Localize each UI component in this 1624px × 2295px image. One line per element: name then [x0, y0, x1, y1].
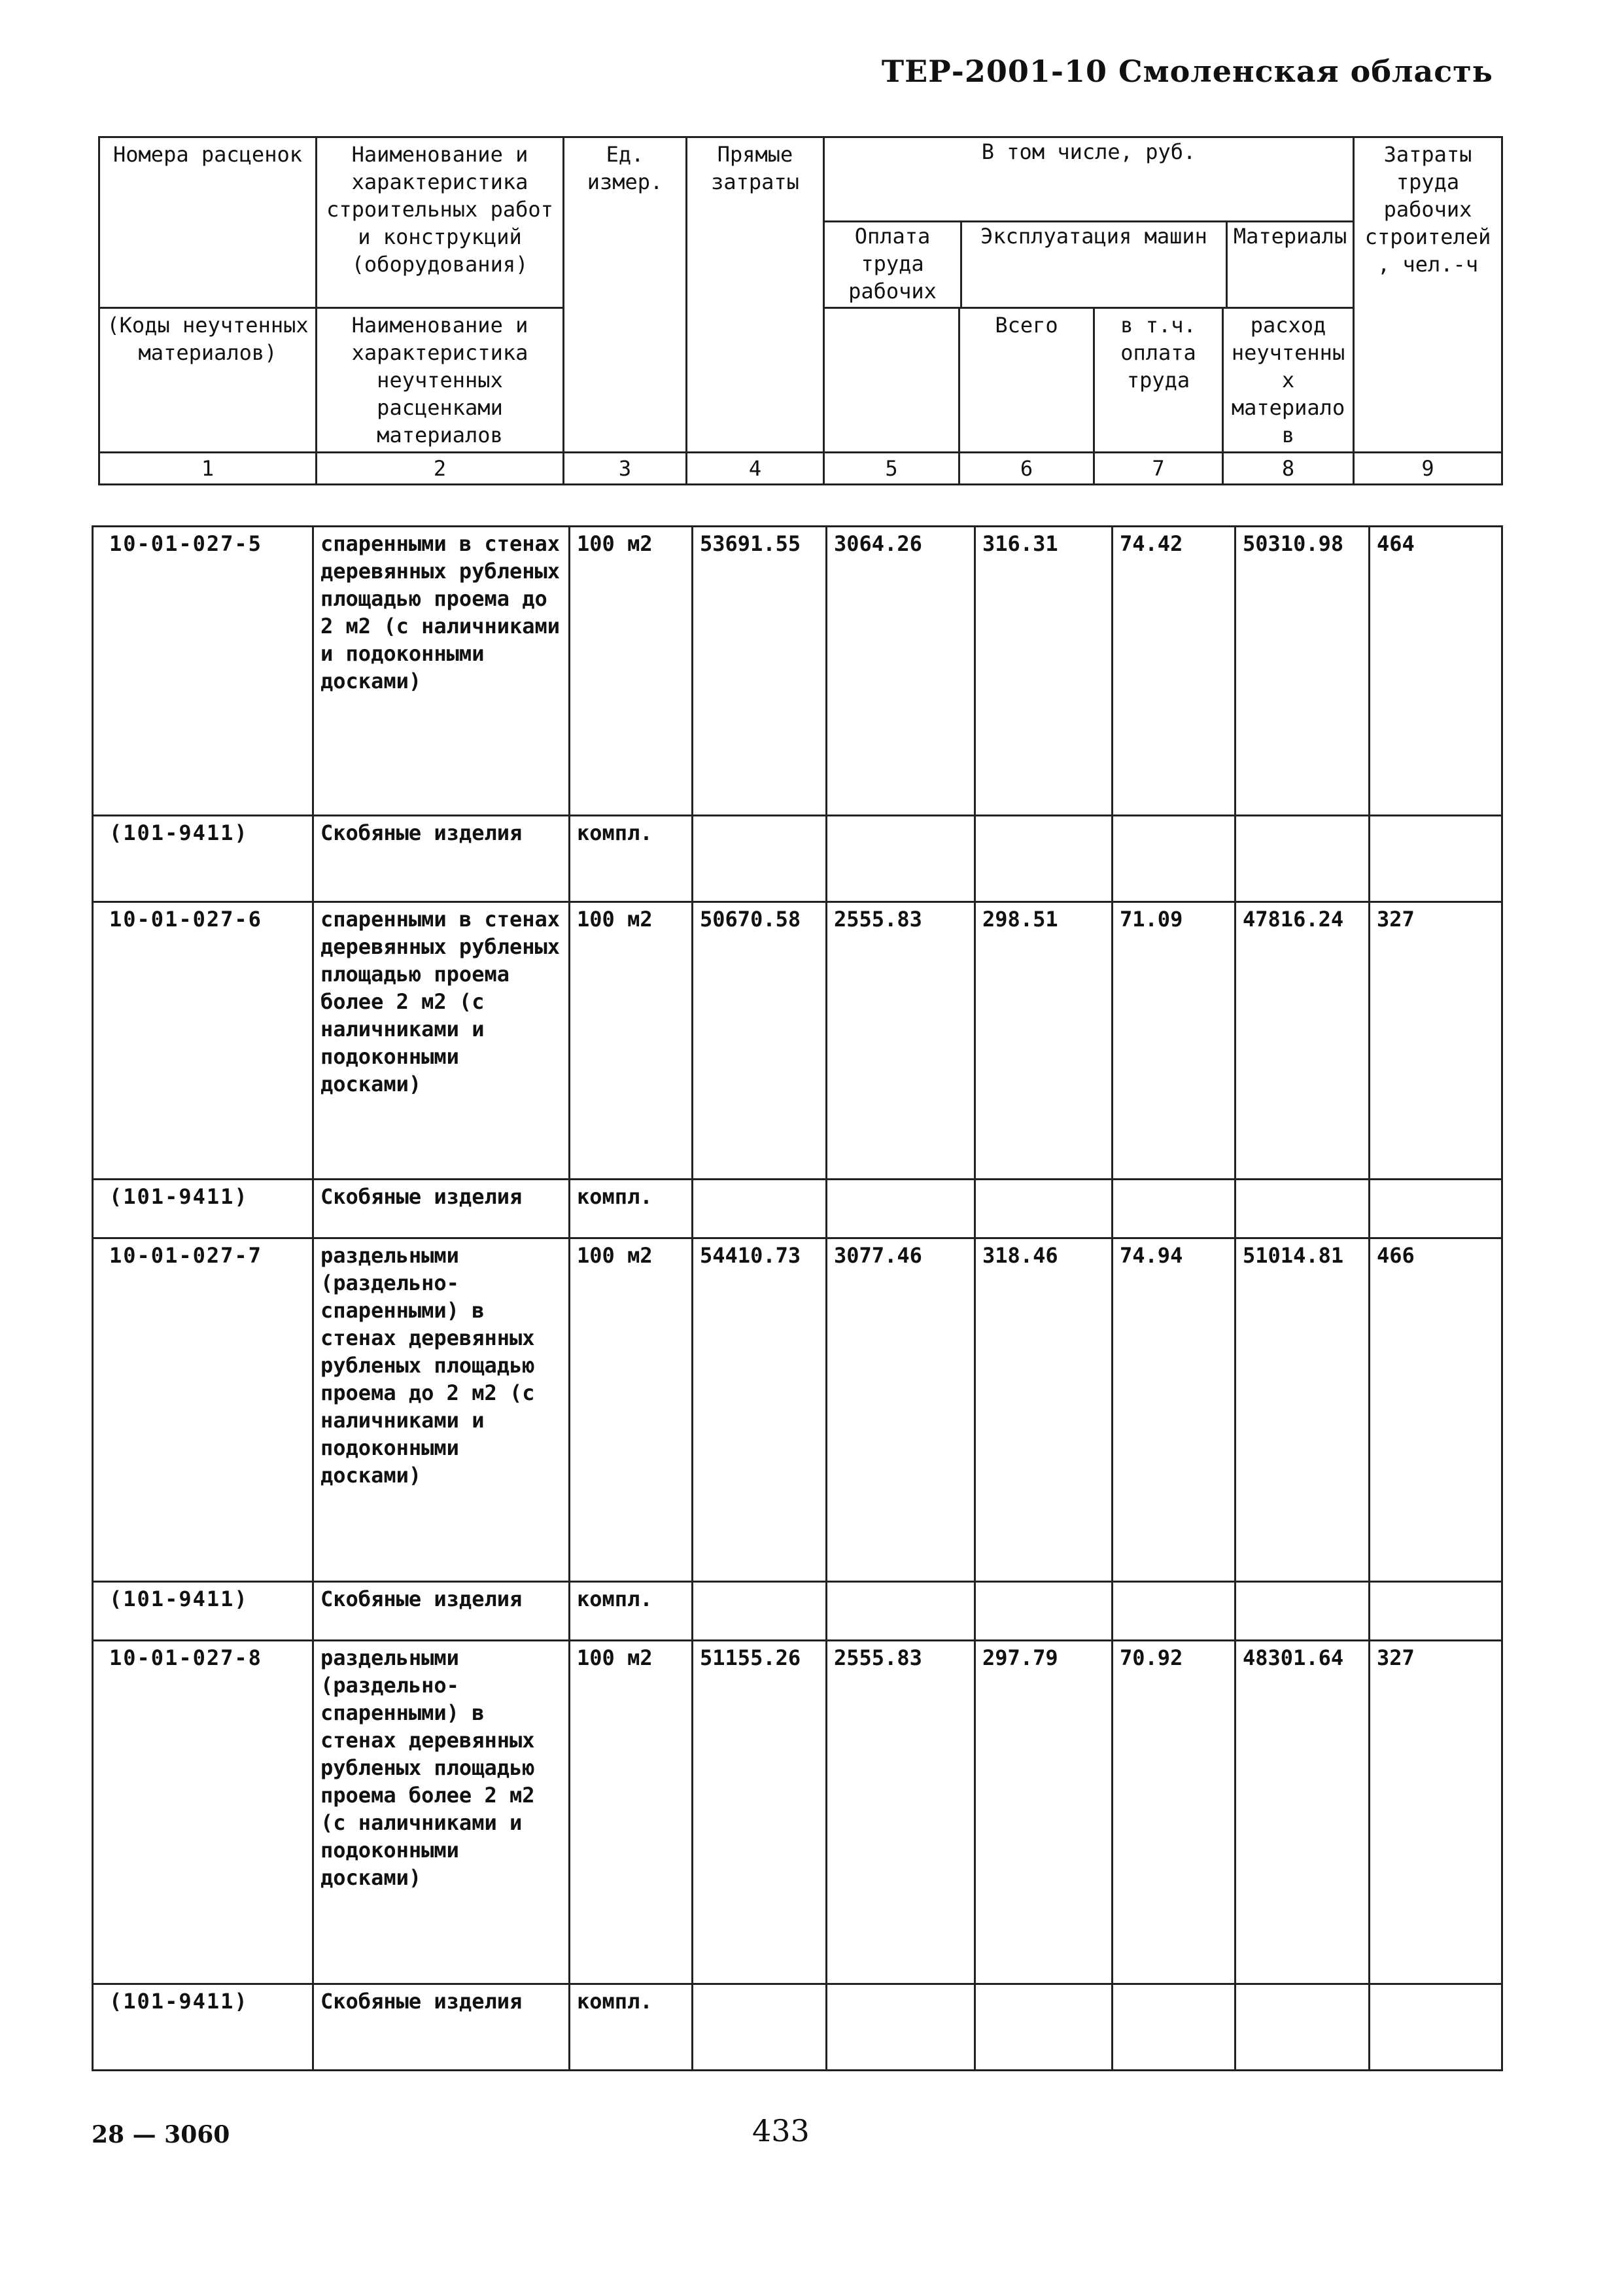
column-number: 4 — [687, 453, 824, 485]
cell-direct-costs: 50670.58 — [693, 902, 827, 1180]
rates-table — [92, 525, 1503, 2071]
cell-machines-total: 297.79 — [975, 1641, 1113, 1984]
cell-direct-costs — [693, 1984, 827, 2071]
cell-direct-costs — [693, 1180, 827, 1238]
table-row — [93, 527, 1502, 816]
table-row — [93, 1238, 1502, 1582]
cell-work-name: спаренными в стенах деревянных рубленых площадью проема более 2 м2 (с наличниками и подоконными досками) — [313, 902, 570, 1180]
column-number: 6 — [959, 453, 1094, 485]
cell-work-name: Скобяные изделия — [313, 1180, 570, 1238]
cell-machines-labor: 71.09 — [1113, 902, 1235, 1180]
cell-work-name: спаренными в стенах деревянных рубленых площадью проема до 2 м2 (с наличниками и подоконными досками) — [313, 527, 570, 816]
column-number: 8 — [1223, 453, 1354, 485]
column-number: 9 — [1354, 453, 1502, 485]
header-work-name: Наименование и характеристика строительных работ и конструкций (оборудования) — [317, 137, 564, 308]
header-machines: Эксплуатация машин — [962, 222, 1228, 307]
cell-labor-pay: 2555.83 — [827, 902, 975, 1180]
header-labor-hours: Затраты труда рабочих строителей, чел.-ч — [1354, 137, 1502, 453]
cell-labor-pay — [827, 1984, 975, 2071]
cell-labor-pay: 3064.26 — [827, 527, 975, 816]
cell-direct-costs — [693, 1582, 827, 1641]
header-material-usage: расход неучтенных материалов — [1223, 308, 1354, 453]
cell-labor-hours — [1370, 1180, 1502, 1238]
cell-materials — [1235, 816, 1370, 902]
column-number: 5 — [824, 453, 959, 485]
header-including-label: В том числе, руб. — [825, 138, 1353, 222]
cell-labor-pay — [827, 1180, 975, 1238]
cell-machines-total: 318.46 — [975, 1238, 1113, 1582]
header-unit: Ед. измер. — [564, 137, 687, 453]
footer-print-code: 28 — 3060 — [92, 2121, 230, 2148]
cell-unit: компл. — [570, 1180, 693, 1238]
table-row — [93, 816, 1502, 902]
column-number: 3 — [564, 453, 687, 485]
cell-labor-hours: 464 — [1370, 527, 1502, 816]
header-material-codes: (Коды неучтенных материалов) — [99, 308, 317, 453]
cell-direct-costs: 51155.26 — [693, 1641, 827, 1984]
cell-machines-labor — [1113, 816, 1235, 902]
cell-machines-labor — [1113, 1582, 1235, 1641]
cell-materials: 48301.64 — [1235, 1641, 1370, 1984]
cell-machines-labor: 74.42 — [1113, 527, 1235, 816]
cell-direct-costs: 53691.55 — [693, 527, 827, 816]
table-row — [93, 1641, 1502, 1984]
header-direct-costs: Прямые затраты — [687, 137, 824, 453]
table-header — [98, 136, 1503, 485]
cell-labor-hours — [1370, 1582, 1502, 1641]
cell-machines-total — [975, 1180, 1113, 1238]
cell-materials — [1235, 1180, 1370, 1238]
cell-materials: 51014.81 — [1235, 1238, 1370, 1582]
cell-labor-pay: 3077.46 — [827, 1238, 975, 1582]
cell-machines-labor: 70.92 — [1113, 1641, 1235, 1984]
column-number: 7 — [1094, 453, 1223, 485]
cell-machines-labor — [1113, 1984, 1235, 2071]
cell-work-name: раздельными (раздельно-спаренными) в стенах деревянных рубленых площадью проема до 2 м2 (с наличниками и подоконными досками) — [313, 1238, 570, 1582]
cell-machines-labor — [1113, 1180, 1235, 1238]
header-labor-pay: Оплата труда рабочих — [825, 222, 962, 307]
cell-work-name: раздельными (раздельно-спаренными) в стенах деревянных рубленых площадью проема более 2 м2 (с наличниками и подоконными досками) — [313, 1641, 570, 1984]
column-number: 1 — [99, 453, 317, 485]
header-material-names: Наименование и характеристика неучтенных расценками материалов — [317, 308, 564, 453]
cell-unit: 100 м2 — [570, 1641, 693, 1984]
cell-labor-hours: 327 — [1370, 1641, 1502, 1984]
cell-labor-pay — [827, 1582, 975, 1641]
column-number: 2 — [317, 453, 564, 485]
cell-materials — [1235, 1582, 1370, 1641]
cell-machines-total — [975, 816, 1113, 902]
table-row — [93, 902, 1502, 1180]
cell-materials: 50310.98 — [1235, 527, 1370, 816]
header-including — [824, 137, 1354, 308]
cell-direct-costs: 54410.73 — [693, 1238, 827, 1582]
cell-unit: компл. — [570, 816, 693, 902]
cell-rate-code: (101-9411) — [93, 1984, 313, 2071]
cell-labor-hours — [1370, 1984, 1502, 2071]
cell-labor-pay — [827, 816, 975, 902]
cell-rate-code: 10-01-027-7 — [93, 1238, 313, 1582]
table-row — [93, 1984, 1502, 2071]
cell-labor-hours: 327 — [1370, 902, 1502, 1180]
cell-machines-labor: 74.94 — [1113, 1238, 1235, 1582]
table-row — [93, 1180, 1502, 1238]
cell-machines-total — [975, 1984, 1113, 2071]
document-title: ТЕР-2001-10 Смоленская область — [881, 54, 1493, 89]
cell-unit: компл. — [570, 1582, 693, 1641]
cell-machines-total: 298.51 — [975, 902, 1113, 1180]
cell-materials: 47816.24 — [1235, 902, 1370, 1180]
table-row — [93, 1582, 1502, 1641]
cell-labor-hours: 466 — [1370, 1238, 1502, 1582]
cell-labor-pay: 2555.83 — [827, 1641, 975, 1984]
header-machines-total: Всего — [959, 308, 1094, 453]
cell-direct-costs — [693, 816, 827, 902]
cell-work-name: Скобяные изделия — [313, 1984, 570, 2071]
cell-rate-code: (101-9411) — [93, 816, 313, 902]
header-materials: Материалы — [1233, 224, 1347, 249]
header-rate-numbers: Номера расценок — [99, 137, 317, 308]
cell-unit: 100 м2 — [570, 902, 693, 1180]
cell-rate-code: 10-01-027-5 — [93, 527, 313, 816]
cell-labor-hours — [1370, 816, 1502, 902]
cell-unit: 100 м2 — [570, 527, 693, 816]
cell-rate-code: 10-01-027-8 — [93, 1641, 313, 1984]
cell-machines-total: 316.31 — [975, 527, 1113, 816]
cell-unit: 100 м2 — [570, 1238, 693, 1582]
cell-work-name: Скобяные изделия — [313, 816, 570, 902]
cell-rate-code: (101-9411) — [93, 1180, 313, 1238]
page-number: 433 — [752, 2113, 810, 2148]
cell-machines-total — [975, 1582, 1113, 1641]
cell-rate-code: (101-9411) — [93, 1582, 313, 1641]
cell-work-name: Скобяные изделия — [313, 1582, 570, 1641]
cell-rate-code: 10-01-027-6 — [93, 902, 313, 1180]
cell-unit: компл. — [570, 1984, 693, 2071]
header-col5-blank — [824, 308, 959, 453]
cell-materials — [1235, 1984, 1370, 2071]
header-machines-labor: в т.ч. оплата труда — [1094, 308, 1223, 453]
